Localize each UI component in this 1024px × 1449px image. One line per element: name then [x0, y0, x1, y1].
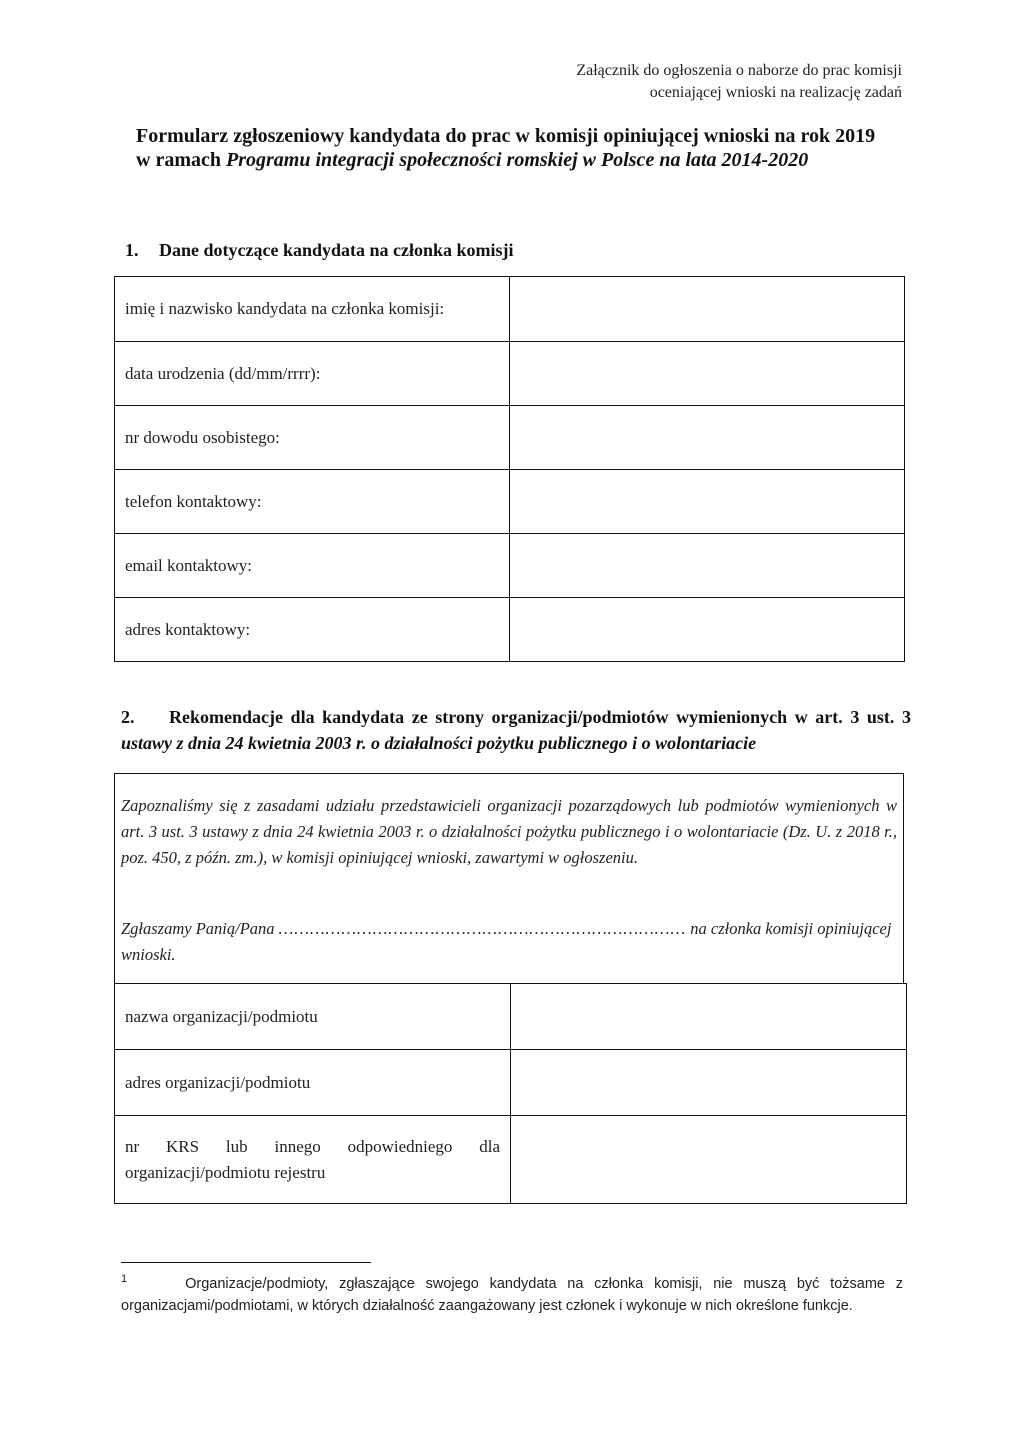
field-label-org-address: adres organizacji/podmiotu	[115, 1050, 511, 1116]
footnote-mark: 1	[121, 1273, 128, 1285]
field-input-email[interactable]	[510, 534, 905, 598]
title-line-2	[136, 148, 936, 172]
field-label-id-number: nr dowodu osobistego:	[115, 406, 510, 470]
section-1-title: Dane dotyczące kandydata na członka komisji	[159, 240, 514, 260]
footnote	[121, 1268, 903, 1317]
nomination-line	[121, 916, 897, 968]
candidate-data-table	[114, 276, 905, 662]
field-input-name[interactable]	[510, 277, 905, 342]
nomination-suffix: na członka komisji opiniującej wnioski	[121, 919, 892, 964]
field-label-address: adres kontaktowy:	[115, 598, 510, 662]
nomination-prefix: Zgłaszamy Panią/Pana	[121, 919, 275, 938]
nomination-name-field[interactable]: ……………………………………………………………………	[278, 919, 687, 938]
field-input-phone[interactable]	[510, 470, 905, 534]
field-label-org-registry: nr KRS lub innego odpowiedniego dla organizacji/podmiotu rejestru	[115, 1116, 511, 1204]
organization-table	[114, 983, 907, 1204]
table-row	[115, 1116, 907, 1204]
table-row	[115, 470, 905, 534]
field-label-phone: telefon kontaktowy:	[115, 470, 510, 534]
form-title	[136, 124, 936, 172]
field-input-org-registry[interactable]	[511, 1116, 907, 1204]
table-row	[115, 598, 905, 662]
attachment-line-2: oceniającej wnioski na realizację zadań	[649, 84, 902, 101]
section-1-number: 1.	[125, 240, 139, 260]
nomination-end: .	[171, 945, 176, 964]
field-input-birthdate[interactable]	[510, 342, 905, 406]
field-label-birthdate: data urodzenia (dd/mm/rrrr):	[115, 342, 510, 406]
table-row	[115, 277, 905, 342]
footnote-text: Organizacje/podmioty, zgłaszające swojego kandydata na członka komisji, nie muszą być tożsame z organizacjami/podmiotami, w których działalność zaangażowany jest członek i wykonuje w nich określone funkcje.	[121, 1275, 903, 1314]
table-row	[115, 984, 907, 1050]
table-row	[115, 1050, 907, 1116]
section-2-heading	[121, 704, 911, 756]
title-line-1: Formularz zgłoszeniowy kandydata do prac w komisji opiniującej wnioski na rok 2019	[136, 125, 876, 147]
field-label-name: imię i nazwisko kandydata na członka komisji:	[115, 277, 510, 342]
program-name: Programu integracji społeczności romskiej w Polsce na lata 2014-2020	[225, 149, 809, 171]
field-label-org-name: nazwa organizacji/podmiotu	[115, 984, 511, 1050]
field-input-id-number[interactable]	[510, 406, 905, 470]
field-input-org-address[interactable]	[511, 1050, 907, 1116]
attachment-note	[576, 60, 902, 104]
footnote-divider	[121, 1262, 371, 1263]
section-1-heading	[125, 239, 514, 261]
field-input-org-name[interactable]	[511, 984, 907, 1050]
field-label-email: email kontaktowy:	[115, 534, 510, 598]
section-2-title-part-1: Rekomendacje dla kandydata ze strony organizacji/podmiotów wymienionych w art. 3 ust. 3	[169, 707, 911, 727]
attachment-line-1: Załącznik do ogłoszenia o naborze do prac komisji	[576, 62, 902, 79]
table-row	[115, 406, 905, 470]
table-row	[115, 534, 905, 598]
section-2-title-part-2: ustawy z dnia 24 kwietnia 2003 r. o działalności pożytku publicznego i o wolontariacie	[121, 733, 757, 753]
section-2-number: 2.	[121, 707, 135, 727]
title-line-2-prefix: w ramach	[136, 149, 226, 171]
field-input-address[interactable]	[510, 598, 905, 662]
declaration-text: Zapoznaliśmy się z zasadami udziału przedstawicieli organizacji pozarządowych lub podmiotów wymienionych w art. 3 ust. 3 ustawy z dnia 24 kwietnia 2003 r. o działalności pożytku publicznego i o wolontariacie (Dz. U. z 2018 r., poz. 450, z późn. zm.), w komisji opiniującej wnioski, zawartymi w ogłoszeniu.	[121, 796, 897, 867]
table-row	[115, 342, 905, 406]
